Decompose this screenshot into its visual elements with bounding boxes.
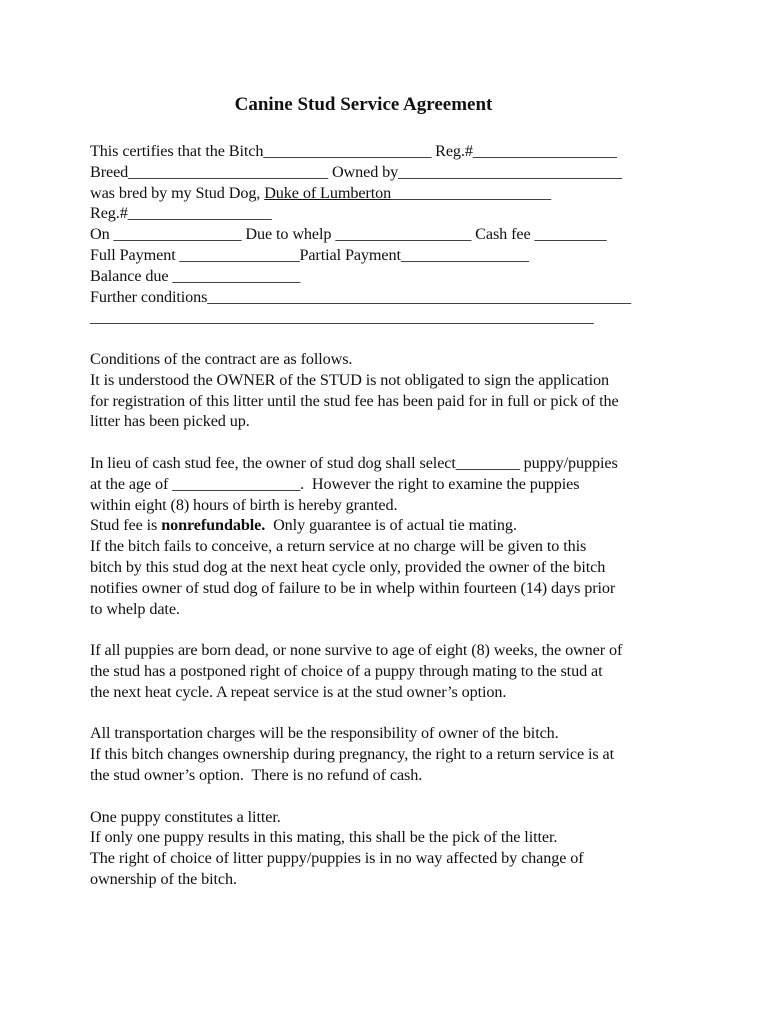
dead-puppies-line: If all puppies are born dead, or none survive to age of eight (8) weeks, the owner of [90,641,623,660]
litter-line: One puppy constitutes a litter. [90,807,281,826]
dead-puppies-line: the next heat cycle. A repeat service is at the stud owner’s option. [90,682,507,701]
bred-by-line [90,183,690,204]
payment-line: Full Payment _______________Partial Payment________________ [90,245,529,264]
conditions-line: litter has been picked up. [90,412,250,431]
further-conditions-line: Further conditions_____________________________________________________ [90,287,632,306]
cash-fee-line: within eight (8) hours of birth is hereby granted. [90,495,398,514]
paragraph-gap [90,786,690,807]
conditions-line: Conditions of the contract are as follows. [90,349,353,368]
return-service-line: If the bitch fails to conceive, a return service at no charge will be given to this [90,537,587,556]
balance-line: Balance due ________________ [90,266,301,285]
nonrefundable-text: nonrefundable. [161,516,266,535]
litter-line: The right of choice of litter puppy/puppies is in no way affected by change of [90,849,584,868]
document-title: Canine Stud Service Agreement [234,94,493,115]
litter-line: ownership of the bitch. [90,869,237,888]
paragraph-gap [90,703,690,724]
bred-by-suffix: ____________________ [391,183,551,202]
cash-fee-line: at the age of ________________. However the right to examine the puppies [90,474,580,493]
stud-fee-line [90,515,690,536]
document-body [90,141,690,890]
return-service-line: bitch by this stud dog at the next heat cycle only, provided the owner of the bitch [90,557,606,576]
conditions-line: It is understood the OWNER of the STUD is not obligated to sign the application [90,370,610,389]
stud-reg-line: Reg.#__________________ [90,204,272,223]
return-service-line: notifies owner of stud dog of failure to be in whelp within fourteen (14) days prior [90,578,616,597]
litter-line: If only one puppy results in this mating, this shall be the pick of the litter. [90,828,558,847]
transport-line: All transportation charges will be the responsibility of owner of the bitch. [90,724,559,743]
bitch-line: This certifies that the Bitch_____________________ Reg.#__________________ [90,142,617,160]
stud-dog-name: Duke of Lumberton [264,183,392,202]
conditions-line: for registration of this litter until the stud fee has been paid for in full or pick of the [90,391,619,410]
paragraph-gap [90,328,690,349]
cash-fee-line: In lieu of cash stud fee, the owner of stud dog shall select________ puppy/puppies [90,453,618,472]
dead-puppies-line: the stud has a postponed right of choice of a puppy through mating to the stud at [90,661,603,680]
transport-line: If this bitch changes ownership during pregnancy, the right to a return service is at [90,745,615,764]
bred-by-prefix: was bred by my Stud Dog, [90,183,265,202]
stud-fee-prefix: Stud fee is [90,516,162,535]
stud-fee-suffix: Only guarantee is of actual tie mating. [265,516,517,535]
transport-line: the stud owner’s option. There is no refund of cash. [90,765,423,784]
return-service-line: to whelp date. [90,599,180,618]
blank-line: _______________________________________________________________ [90,308,594,327]
breed-line: Breed_________________________ Owned by____________________________ [90,162,622,181]
dates-line: On ________________ Due to whelp _________________ Cash fee _________ [90,225,607,244]
paragraph-gap [90,619,690,640]
paragraph-gap [90,432,690,453]
